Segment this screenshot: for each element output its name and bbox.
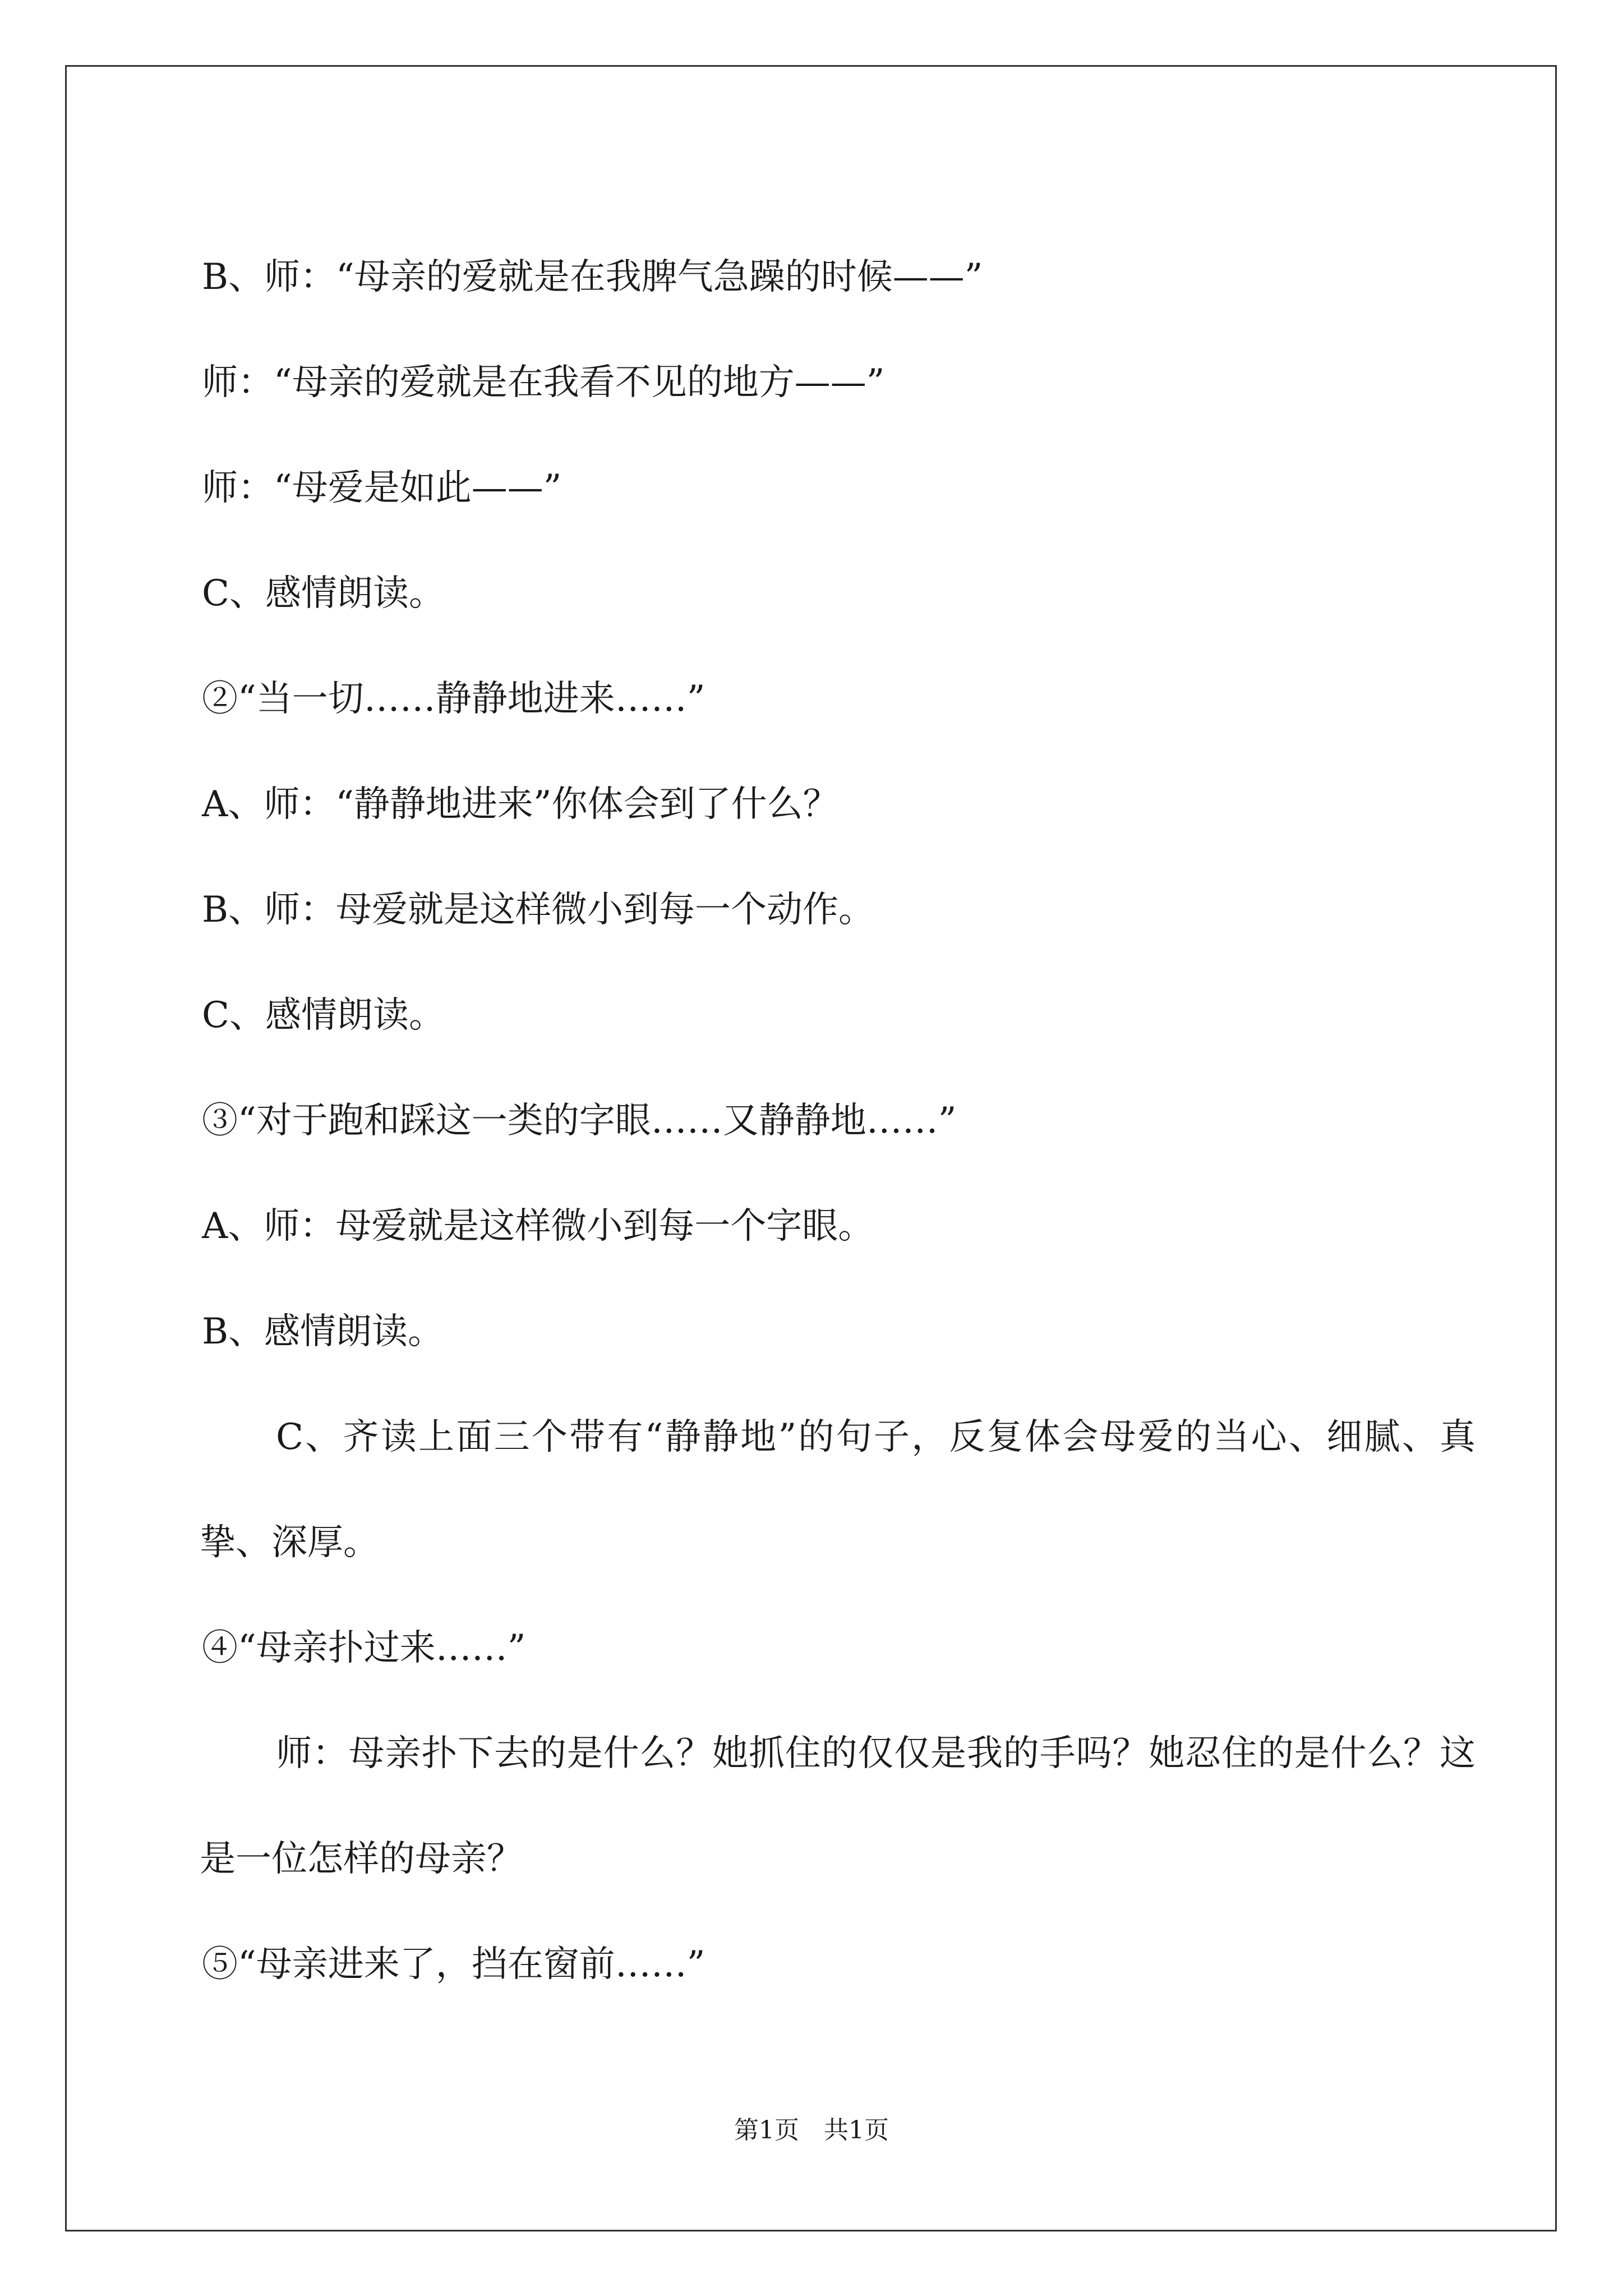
paragraph-14: 师：母亲扑下去的是什么？她抓住的仅仅是我的手吗？她忍住的是什么？这是一位怎样的母亲？ — [200, 1733, 1476, 1880]
page-footer — [0, 2114, 1623, 2147]
paragraph-7: B、师：母爱就是这样微小到每一个动作。 — [202, 889, 875, 931]
paragraph-1: B、师：“母亲的爱就是在我脾气急躁的时候——” — [202, 256, 983, 298]
page-count: 共1页 — [824, 2116, 889, 2145]
paragraph-2: 师：“母亲的爱就是在我看不见的地方——” — [202, 362, 885, 403]
paragraph-12: C、齐读上面三个带有“静静地”的句子，反复体会母爱的当心、细腻、真挚、深厚。 — [200, 1416, 1476, 1563]
paragraph-3: 师：“母爱是如此——” — [202, 467, 562, 509]
paragraph-6: A、师：“静静地进来”你体会到了什么？ — [202, 784, 839, 825]
paragraph-5: ②“当一切……静静地进来……” — [202, 678, 706, 720]
document-body — [200, 224, 1476, 2017]
paragraph-9: ③“对于跑和踩这一类的字眼……又静静地……” — [202, 1100, 957, 1142]
paragraph-8: C、感情朗读。 — [202, 995, 445, 1036]
page-number: 第1页 — [734, 2116, 799, 2145]
paragraph-15: ⑤“母亲进来了，挡在窗前……” — [202, 1944, 706, 1985]
paragraph-13: ④“母亲扑过来……” — [202, 1627, 526, 1669]
paragraph-10: A、师：母爱就是这样微小到每一个字眼。 — [202, 1205, 874, 1247]
paragraph-11: B、感情朗读。 — [202, 1311, 444, 1352]
paragraph-4: C、感情朗读。 — [202, 573, 445, 614]
